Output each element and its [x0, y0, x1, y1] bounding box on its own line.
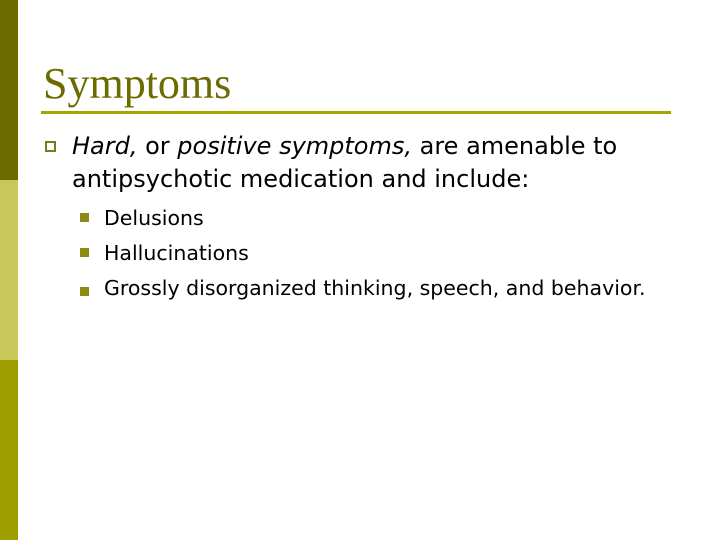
accent-bar-segment-top — [0, 0, 18, 180]
filled-square-bullet-icon — [80, 248, 89, 257]
accent-bar-segment-bottom — [0, 360, 18, 540]
main-bullet-text — [72, 130, 692, 196]
main-bullet-text-or: or — [137, 132, 178, 160]
main-bullet-italic-positive: positive symptoms, — [177, 132, 412, 160]
accent-bar-segment-middle — [0, 180, 18, 360]
side-accent-bar — [0, 0, 18, 540]
sub-bullet-label: Grossly disorganized thinking, speech, and behavior. — [104, 276, 646, 300]
hollow-square-bullet-icon — [45, 141, 56, 152]
filled-square-bullet-icon — [80, 287, 89, 296]
sub-bullet-item — [80, 271, 680, 303]
main-bullet-text-rest: are amenable to antipsychotic medication and include: — [72, 132, 618, 193]
sub-bullet-item — [80, 201, 680, 236]
filled-square-bullet-icon — [80, 213, 89, 222]
sub-bullet-label: Hallucinations — [104, 241, 249, 265]
main-bullet-italic-hard: Hard, — [72, 132, 138, 160]
sub-bullet-list — [80, 201, 680, 303]
title-underline-rule — [41, 111, 671, 114]
sub-bullet-label: Delusions — [104, 206, 204, 230]
slide-title: Symptoms — [43, 59, 232, 108]
sub-bullet-item — [80, 236, 680, 271]
